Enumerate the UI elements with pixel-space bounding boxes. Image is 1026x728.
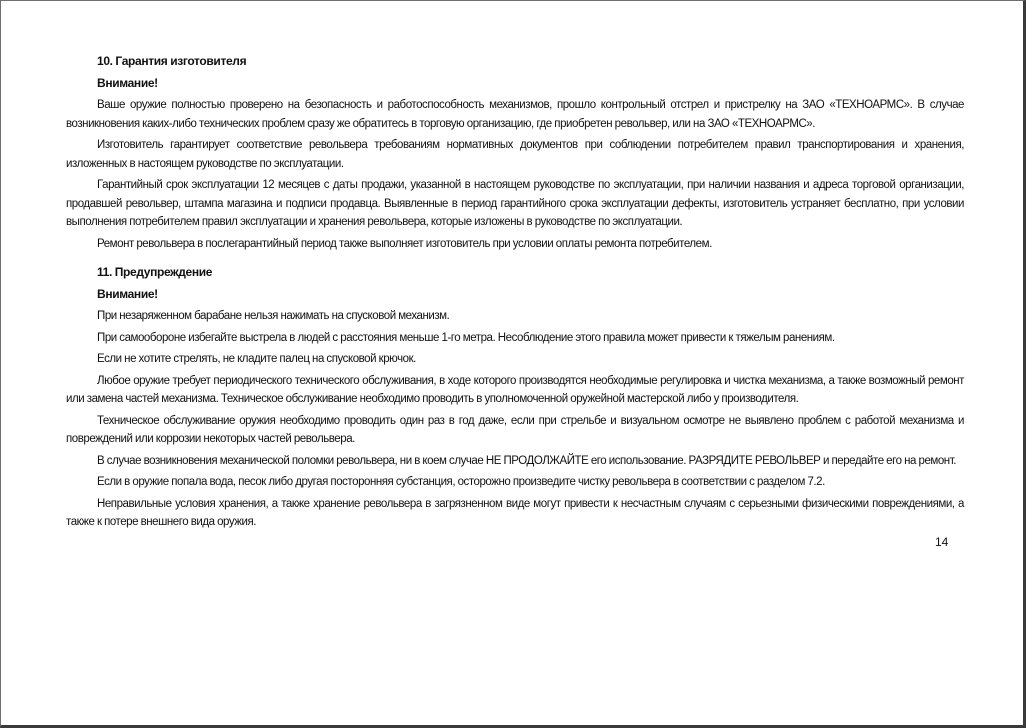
page-number: 14: [935, 535, 949, 549]
section-10-title: 10. Гарантия изготовителя: [97, 54, 247, 68]
section-11-title: 11. Предупреждение: [97, 265, 213, 279]
section-11-paragraph: Неправильные условия хранения, а также хранение револьвера в загрязненном виде могут привести к несчастным случаям с серьезными физическими повреждениями, а также к потере внешнего вида оружия.: [66, 497, 964, 528]
page-content: [66, 52, 964, 532]
section-10-paragraph: Ремонт револьвера в послегарантийный период также выполняет изготовитель при условии оплаты ремонта потребителем.: [97, 237, 712, 250]
section-11-paragraph: В случае возникновения механической поломки револьвера, ни в коем случае НЕ ПРОДОЛЖАЙТЕ его использование. РАЗРЯДИТЕ РЕВОЛЬВЕР и передайте его на ремонт.: [97, 454, 956, 467]
section-11-paragraph: Техническое обслуживание оружия необходимо проводить один раз в год даже, если при стрельбе и визуальном осмотре не выявлено проблем с работой механизма и повреждений или коррозии некоторых частей револьвера.: [66, 414, 964, 445]
section-10-attention: Внимание!: [97, 76, 158, 90]
section-10-paragraph: Ваше оружие полностью проверено на безопасность и работоспособность механизмов, прошло контрольный отстрел и пристрелку на ЗАО «ТЕХНОАРМС». В случае возникновения каких-либо технических проблем сразу же обратитесь в торговую организацию, где приобретен револьвер, или на ЗАО «ТЕХНОАРМС».: [66, 99, 964, 130]
section-11-paragraph: Если не хотите стрелять, не кладите палец на спусковой крючок.: [97, 353, 416, 365]
section-11-paragraph: При самообороне избегайте выстрела в людей с расстояния меньше 1-го метра. Несоблюдение этого правила может привести к тяжелым ранениям.: [97, 331, 835, 344]
section-10-paragraph: Гарантийный срок эксплуатации 12 месяцев с даты продажи, указанной в настоящем руководстве по эксплуатации, при наличии названия и адреса торговой организации, продавшей револьвер, штампа магазина и подписи продавца. Выявленные в период гарантийного срока эксплуатации дефекты, изготовитель устраняет бесплатно, при условии выполнения потребителем правил эксплуатации и хранения револьвера, которые изложены в руководстве по эксплуатации.: [66, 179, 964, 228]
section-11-attention: Внимание!: [97, 287, 158, 301]
section-10-paragraph: Изготовитель гарантирует соответствие револьвера требованиям нормативных документов при соблюдении потребителем правил транспортирования и хранения, изложенных в настоящем руководстве по эксплуатации.: [66, 139, 964, 170]
section-11-paragraph: Если в оружие попала вода, песок либо другая посторонняя субстанция, осторожно произведите чистку револьвера в соответствии с разделом 7.2.: [97, 476, 825, 488]
section-11-paragraph: Любое оружие требует периодического технического обслуживания, в ходе которого производятся необходимые регулировка и чистка механизма, а также возможный ремонт или замена частей механизма. Техническое обслуживание необходимо проводить в уполномоченной оружейной мастерской либо у производителя.: [66, 374, 964, 405]
section-11-paragraph: При незаряженном барабане нельзя нажимать на спусковой механизм.: [97, 310, 450, 322]
